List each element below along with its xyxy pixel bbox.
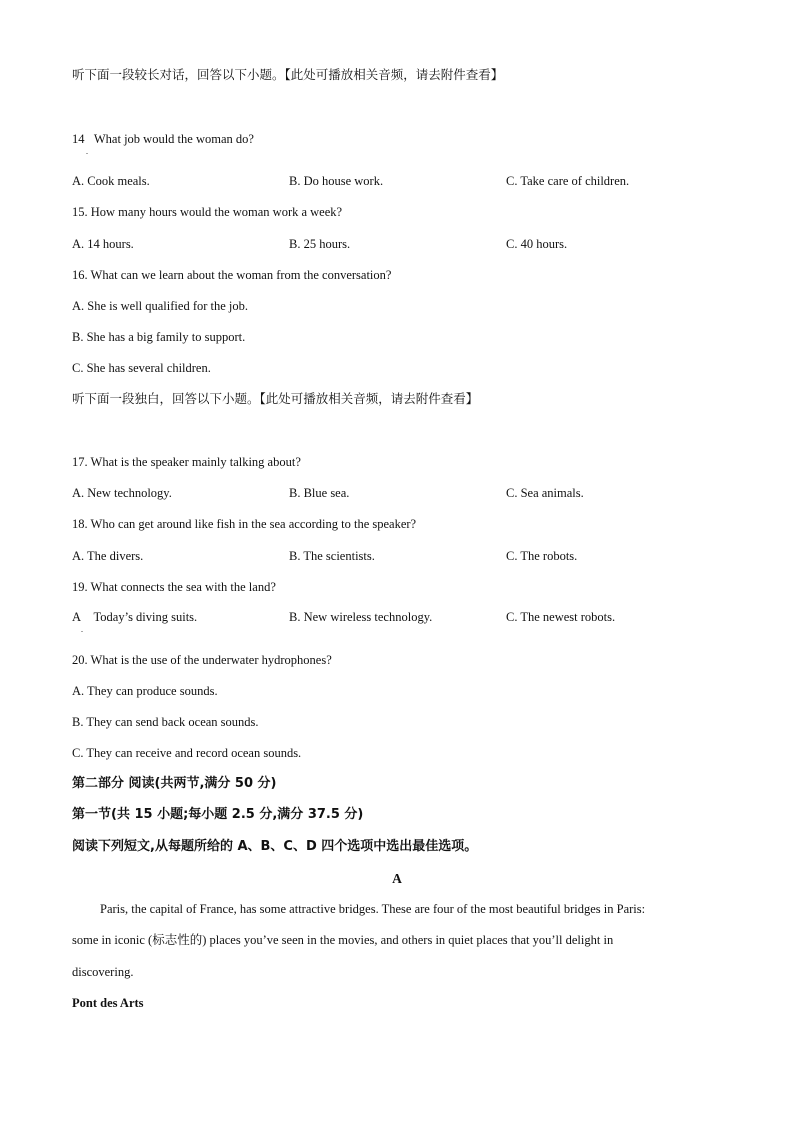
question-17-stem: 17. What is the speaker mainly talking about?	[72, 455, 301, 469]
q14-option-c: C. Take care of children.	[506, 174, 630, 188]
bridge-heading: Pont des Arts	[72, 996, 144, 1010]
q18-option-c: C. The robots.	[506, 549, 578, 563]
question-20-stem: 20. What is the use of the underwater hydrophones?	[72, 653, 332, 667]
passage-line-3: discovering.	[72, 965, 134, 979]
q15-option-a: A. 14 hours.	[72, 237, 134, 251]
part-two-heading: 第二部分 阅读(共两节,满分 50 分)	[72, 776, 277, 791]
number-dot: .	[86, 147, 88, 156]
q15-option-b: B. 25 hours.	[289, 237, 351, 251]
q17-option-c: C. Sea animals.	[506, 486, 584, 500]
question-14-number: 14	[72, 132, 85, 146]
q14-option-a: A. Cook meals.	[72, 174, 150, 188]
reading-directions: 阅读下列短文,从每题所给的 A、B、C、D 四个选项中选出最佳选项。	[72, 839, 478, 854]
question-14-stem	[72, 131, 254, 147]
question-16-stem: 16. What can we learn about the woman from the conversation?	[72, 268, 392, 282]
q20-option-b: B. They can send back ocean sounds.	[72, 715, 259, 729]
passage-label: A	[392, 871, 402, 886]
q16-option-c: C. She has several children.	[72, 361, 211, 375]
q19-option-a	[72, 609, 197, 625]
q14-option-b: B. Do house work.	[289, 174, 384, 188]
q18-option-b: B. The scientists.	[289, 549, 375, 563]
monologue-instruction: 听下面一段独白，回答以下小题。【此处可播放相关音频，请去附件查看】	[72, 391, 479, 406]
q19-option-b: B. New wireless technology.	[289, 610, 433, 624]
q19-option-c: C. The newest robots.	[506, 610, 616, 624]
question-15-stem: 15. How many hours would the woman work a week?	[72, 205, 343, 219]
q16-option-a: A. She is well qualified for the job.	[72, 299, 249, 313]
option-dot: .	[81, 625, 83, 634]
q17-option-a: A. New technology.	[72, 486, 172, 500]
q20-option-a: A. They can produce sounds.	[72, 684, 218, 698]
passage-line-2: some in iconic (标志性的) places you’ve seen in the movies, and others in quiet places that you’ll delight in	[72, 933, 614, 947]
q16-option-b: B. She has a big family to support.	[72, 330, 246, 344]
q18-option-a: A. The divers.	[72, 549, 144, 563]
q17-option-b: B. Blue sea.	[289, 486, 350, 500]
dialogue-instruction: 听下面一段较长对话，回答以下小题。【此处可播放相关音频，请去附件查看】	[72, 67, 504, 82]
section-one-heading: 第一节(共 15 小题;每小题 2.5 分,满分 37.5 分)	[72, 807, 364, 822]
q20-option-c: C. They can receive and record ocean sounds.	[72, 746, 302, 760]
q15-option-c: C. 40 hours.	[506, 237, 568, 251]
question-18-stem: 18. Who can get around like fish in the sea according to the speaker?	[72, 517, 417, 531]
q19-option-a-letter: A	[72, 610, 82, 624]
q19-option-a-text: Today’s diving suits.	[93, 610, 198, 624]
question-14-text: What job would the woman do?	[93, 132, 254, 146]
passage-line-1: Paris, the capital of France, has some attractive bridges. These are four of the most beautiful bridges in Paris:	[100, 902, 646, 916]
question-19-stem: 19. What connects the sea with the land?	[72, 580, 276, 594]
